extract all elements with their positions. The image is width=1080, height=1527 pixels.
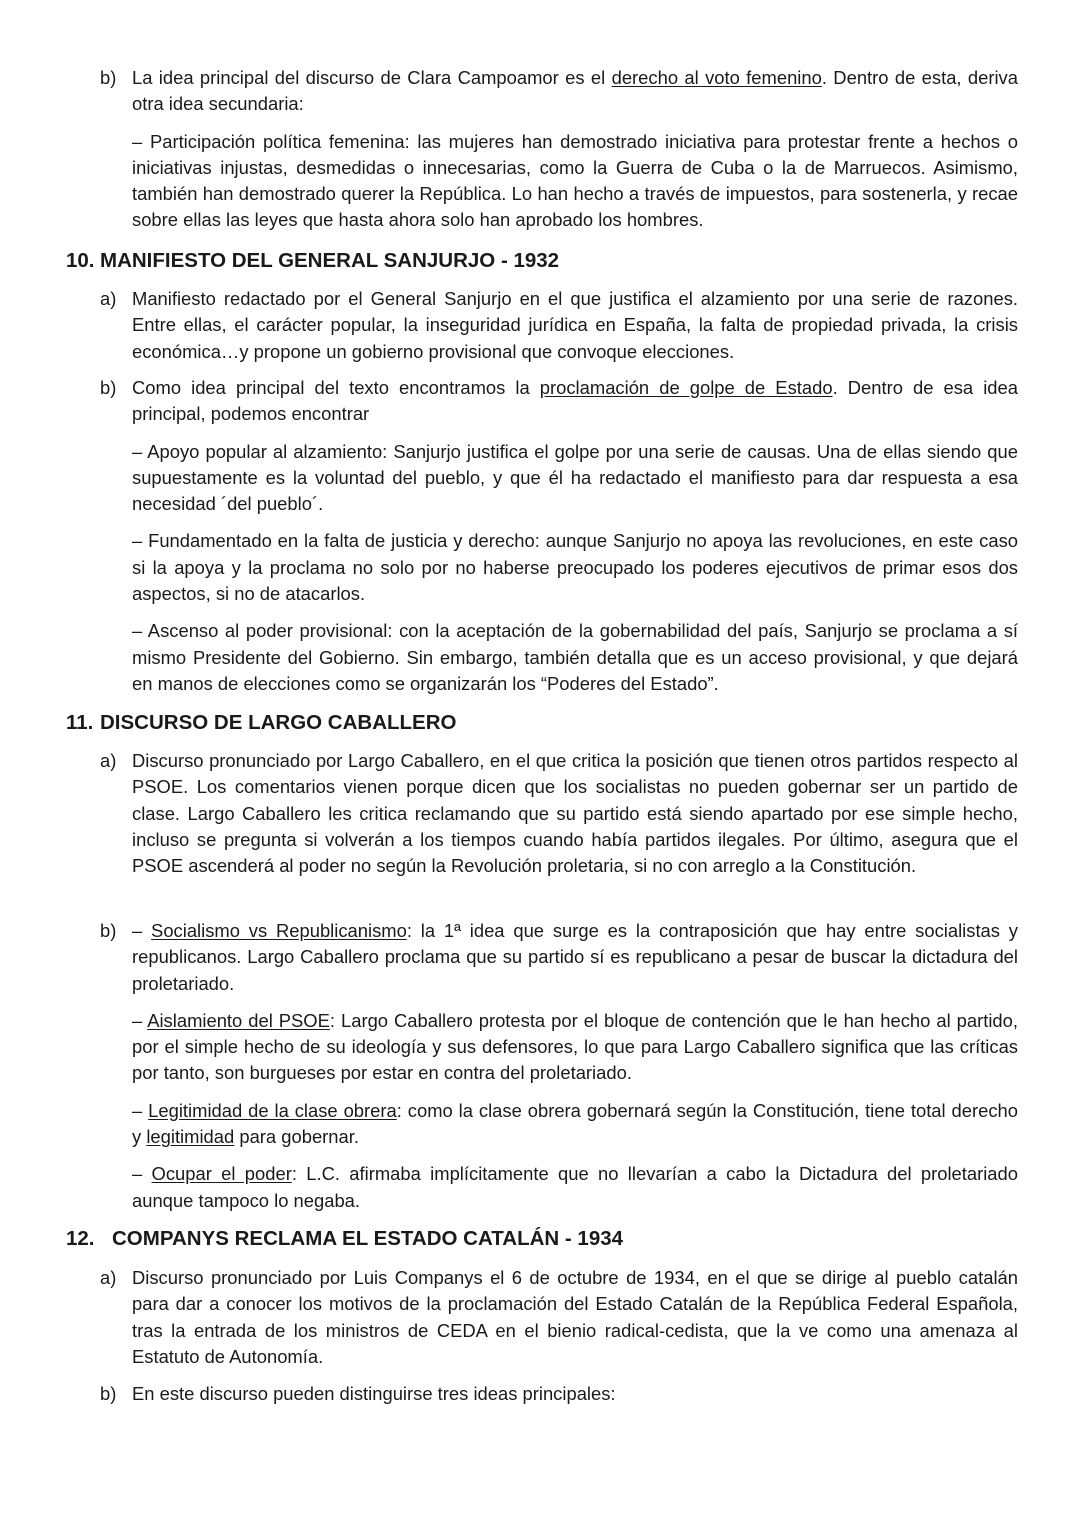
underlined-term: Aislamiento del PSOE — [147, 1009, 330, 1031]
item-label: a) — [100, 1267, 117, 1288]
underlined-term: Socialismo vs Republicanismo — [151, 920, 407, 941]
s11-item-a — [100, 748, 1018, 879]
item-label: b) — [100, 377, 117, 398]
item-label: b) — [100, 920, 117, 941]
paragraph: – Apoyo popular al alzamiento: Sanjurjo justifica el golpe por una serie de causas. Una de ellas siendo que supuestamente es la voluntad del pueblo, y que él ha redactado el manifiesto para dar respuesta a esa necesidad ´del pueblo´. — [132, 440, 1018, 515]
section-heading-12: 12. COMPANYS RECLAMA EL ESTADO CATALÁN - 1934 — [66, 1227, 624, 1250]
underlined-term: derecho al voto femenino — [611, 67, 822, 88]
paragraph: Discurso pronunciado por Luis Companys el 6 de octubre de 1934, en el que se dirige al pueblo catalán para dar a conocer los motivos de la proclamación del Estado Catalán de la República Federal Española, tras la entrada de los ministros de CEDA en el bienio radical-cedista, que la ve como una amenaza al Estatuto de Autonomía. — [132, 1267, 1018, 1367]
s9-item-b — [100, 65, 1018, 234]
section-heading-10: 10. MANIFIESTO DEL GENERAL SANJURJO - 1932 — [66, 249, 560, 272]
paragraph: – Legitimidad de la clase obrera: como la clase obrera gobernará según la Constitución, tiene total derecho y legitimidad para gobernar. — [132, 1099, 1019, 1148]
underlined-term: Ocupar el poder — [151, 1163, 292, 1185]
underlined-term: proclamación de golpe de Estado — [539, 377, 833, 398]
paragraph: Como idea principal del texto encontramos la proclamación de golpe de Estado. Dentro de esa idea principal, podemos encontrar — [132, 377, 1018, 425]
underlined-term: Legitimidad de la clase obrera — [148, 1099, 397, 1121]
item-label: a) — [100, 288, 117, 309]
underlined-term: legitimidad — [146, 1126, 235, 1148]
s11-item-b — [100, 918, 1018, 1214]
paragraph: Manifiesto redactado por el General Sanjurjo en el que justifica el alzamiento por una serie de razones. Entre ellas, el carácter popular, la inseguridad jurídica en España, la falta de propiedad privada, la crisis económica…y propone un gobierno provisional que convoque elecciones. — [132, 288, 1018, 362]
paragraph: En este discurso pueden distinguirse tres ideas principales: — [132, 1383, 616, 1404]
item-label: b) — [100, 1383, 117, 1404]
paragraph: – Aislamiento del PSOE: Largo Caballero protesta por el bloque de contención que le han hecho al partido, por el simple hecho de su ideología y sus defensores, lo que para Largo Caballero significa que las críticas por tanto, son burgueses por estar en contra del proletariado. — [132, 1009, 1018, 1084]
s12-item-a — [100, 1265, 1018, 1370]
paragraph: La idea principal del discurso de Clara Campoamor es el derecho al voto femenino. Dentro de esta, deriva otra idea secundaria: — [132, 67, 1018, 115]
paragraph: – Ascenso al poder provisional: con la aceptación de la gobernabilidad del país, Sanjurjo se proclama a sí mismo Presidente del Gobierno. Sin embargo, también detalla que es un acceso provisional, y que dejará en manos de elecciones como se organizarán los “Poderes del Estado”. — [132, 620, 1018, 694]
paragraph: – Fundamentado en la falta de justicia y derecho: aunque Sanjurjo no apoya las revoluciones, en este caso si la apoya y la proclama no solo por no haberse preocupado los poderes ejecutivos de primar esos dos aspectos, si no de atacarlos. — [132, 530, 1018, 605]
s10-item-a — [100, 286, 1018, 365]
paragraph: Discurso pronunciado por Largo Caballero, en el que critica la posición que tienen otros partidos respecto al PSOE. Los comentarios vienen porque dicen que los socialistas no pueden gobernar ser un partido de clase. Largo Caballero les critica reclamando que su partido está siendo apartado por ese simple hecho, incluso se pregunta si volverán a los tiempos cuando había partidos ilegales. Por último, asegura que el PSOE ascenderá al poder no según la Revolución proletaria, si no con arreglo a la Constitución. — [132, 750, 1018, 877]
s12-item-b — [100, 1381, 1018, 1407]
item-label: b) — [100, 67, 117, 88]
section-heading-11: 11. DISCURSO DE LARGO CABALLERO — [66, 711, 457, 734]
s10-item-b — [100, 375, 1018, 697]
paragraph: – Socialismo vs Republicanismo: la 1ª idea que surge es la contraposición que hay entre socialistas y republicanos. Largo Caballero proclama que su partido sí es republicano a pesar de buscar la dictadura del proletariado. — [132, 920, 1018, 994]
paragraph: – Ocupar el poder: L.C. afirmaba implícitamente que no llevarían a cabo la Dictadura del proletariado aunque tampoco lo negaba. — [132, 1163, 1018, 1211]
item-label: a) — [100, 750, 117, 771]
paragraph: – Participación política femenina: las mujeres han demostrado iniciativa para protestar frente a hechos o iniciativas injustas, desmedidas o innecesarias, como la Guerra de Cuba o la de Marruecos. Asimismo, también han demostrado querer la República. Lo han hecho a través de impuestos, para sostenerla, y recae sobre ellas las leyes que hasta ahora solo han aprobado los hombres. — [132, 130, 1018, 231]
